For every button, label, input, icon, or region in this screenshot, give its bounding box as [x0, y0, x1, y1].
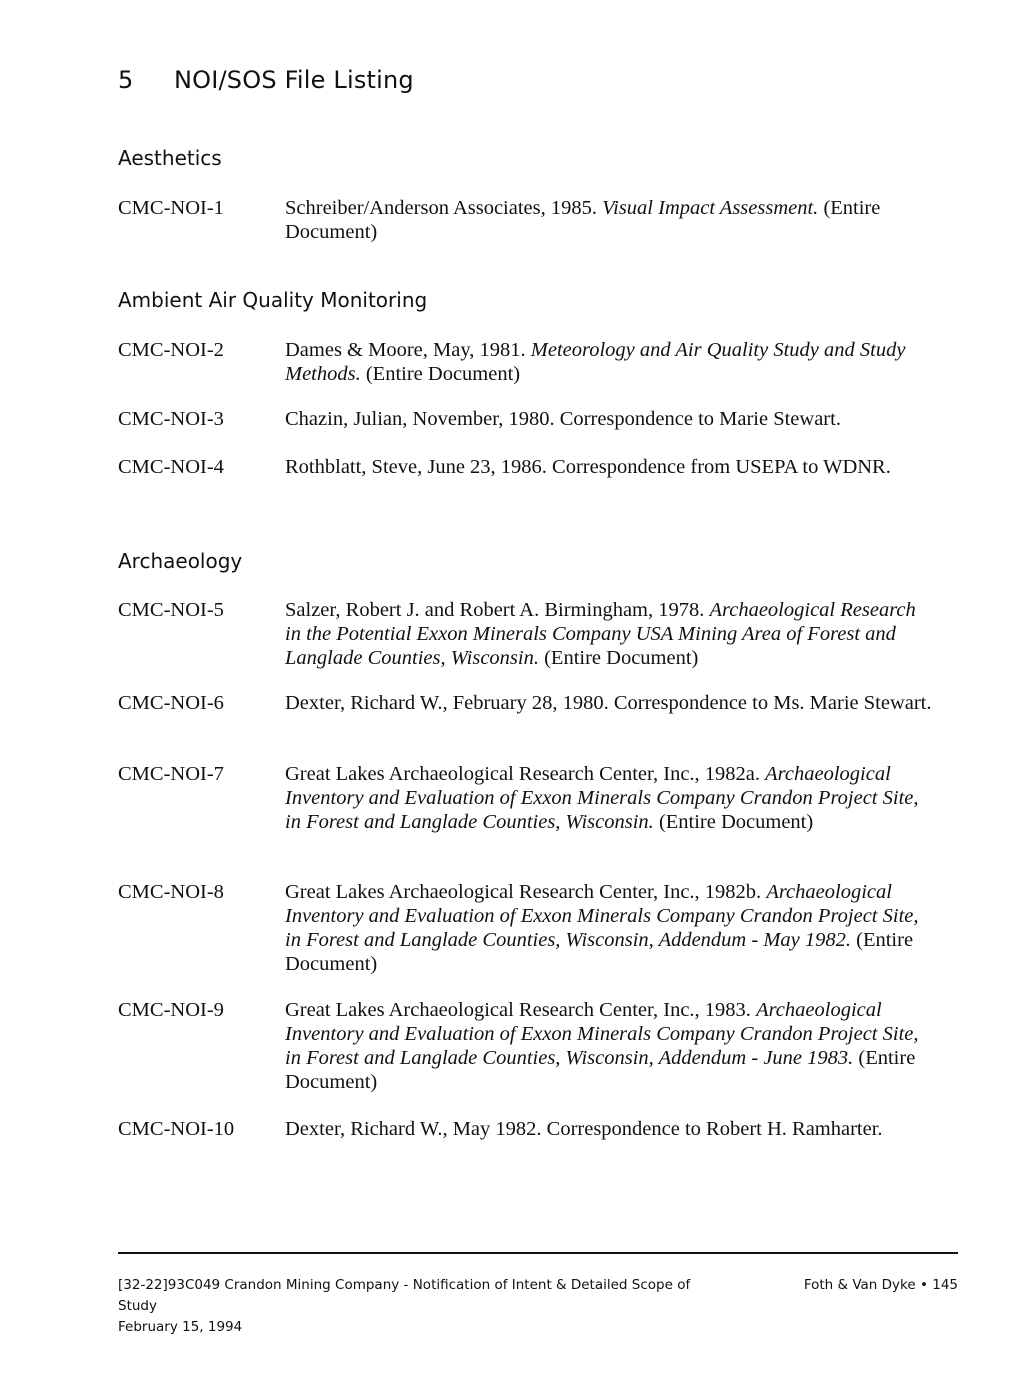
- entry-code: CMC-NOI-4: [118, 456, 224, 478]
- entry-code: CMC-NOI-2: [118, 339, 224, 361]
- footer-document-info: [118, 1275, 718, 1338]
- entry-code: CMC-NOI-7: [118, 763, 224, 785]
- entry-citation: Rothblatt, Steve, June 23, 1986. Correspondence from USEPA to WDNR.: [285, 456, 891, 478]
- entry-code: CMC-NOI-10: [118, 1118, 235, 1140]
- section-heading-aesthetics: Aesthetics: [118, 146, 222, 170]
- section-heading-ambient-air: Ambient Air Quality Monitoring: [118, 288, 428, 312]
- entry-code: CMC-NOI-1: [118, 197, 224, 219]
- entry-code: CMC-NOI-9: [118, 999, 224, 1021]
- footer-page-number: Foth & Van Dyke • 145: [803, 1277, 958, 1293]
- entry-code: CMC-NOI-8: [118, 881, 224, 903]
- entry-citation: Salzer, Robert J. and Robert A. Birmingham, 1978. Archaeological Research in the Potential Exxon Minerals Company USA Mining Area of Forest and Langlade Counties, Wisconsin. (Entire Document): [285, 599, 916, 669]
- entry-citation: Dames & Moore, May, 1981. Meteorology and Air Quality Study and Study Methods. (Entire Document): [285, 339, 906, 385]
- footer-date: February 15, 1994: [118, 1319, 243, 1335]
- entry-citation: Great Lakes Archaeological Research Center, Inc., 1982b. Archaeological Inventory and Evaluation of Exxon Minerals Company Crandon Project Site, in Forest and Langlade Counties, Wisconsin, Addendum - May 1982. (Entire Document): [285, 881, 919, 975]
- entry-citation: Schreiber/Anderson Associates, 1985. Visual Impact Assessment. (Entire Document): [285, 197, 881, 243]
- entry-code: CMC-NOI-5: [118, 599, 224, 621]
- entry-code: CMC-NOI-3: [118, 408, 224, 430]
- entry-citation: Great Lakes Archaeological Research Center, Inc., 1983. Archaeological Inventory and Evaluation of Exxon Minerals Company Crandon Project Site, in Forest and Langlade Counties, Wisconsin, Addendum - June 1983. (Entire Document): [285, 999, 919, 1093]
- entry-code: CMC-NOI-6: [118, 692, 224, 714]
- chapter-title: [118, 66, 414, 94]
- chapter-name: NOI/SOS File Listing: [174, 66, 414, 94]
- entry-citation: Great Lakes Archaeological Research Center, Inc., 1982a. Archaeological Inventory and Evaluation of Exxon Minerals Company Crandon Project Site, in Forest and Langlade Counties, Wisconsin. (Entire Document): [285, 763, 919, 833]
- entry-citation: Dexter, Richard W., May 1982. Correspondence to Robert H. Ramharter.: [285, 1118, 883, 1140]
- section-heading-archaeology: Archaeology: [118, 549, 243, 573]
- footer-document-line: [32-22]93C049 Crandon Mining Company - Notification of Intent & Detailed Scope of Study: [118, 1277, 691, 1314]
- entry-citation: Dexter, Richard W., February 28, 1980. Correspondence to Ms. Marie Stewart.: [285, 692, 932, 714]
- chapter-number: 5: [118, 66, 134, 94]
- footer-divider: [118, 1252, 958, 1254]
- entry-citation: Chazin, Julian, November, 1980. Correspondence to Marie Stewart.: [285, 408, 841, 430]
